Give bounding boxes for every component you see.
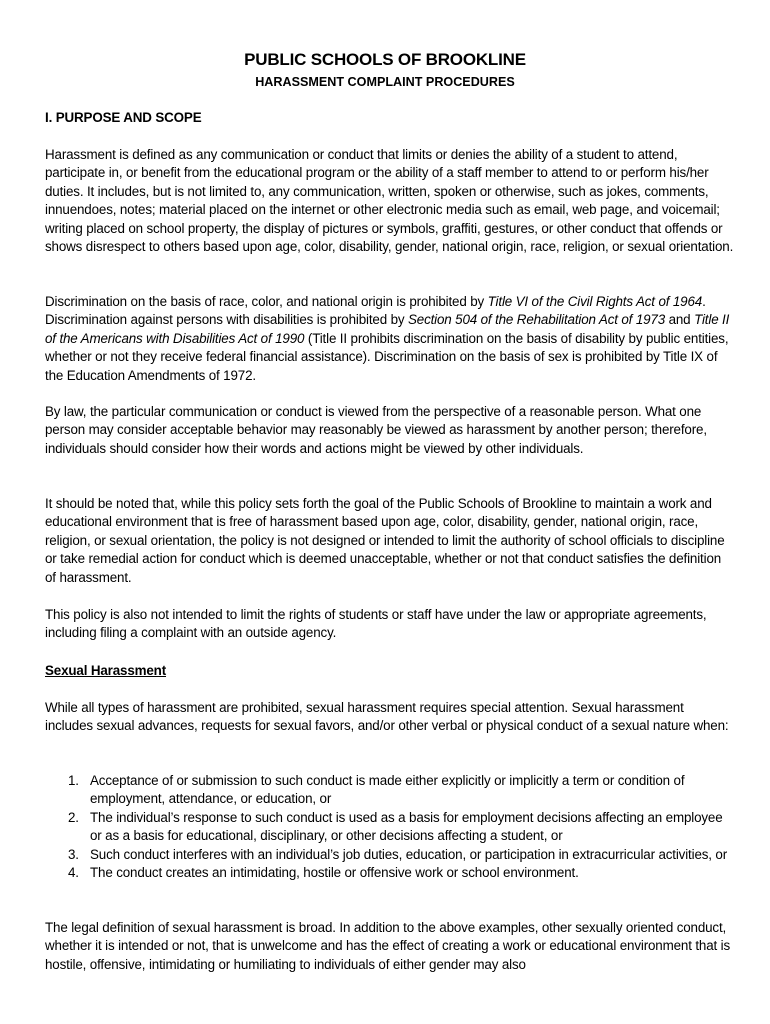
paragraph-harassment-definition: Harassment is defined as any communication or conduct that limits or denies the ability of a student to attend, participate in, or benefit from the educational program or the ability of a staff member to attend to or perform his/her duties. It includes, but is not limited to, any communication, written, spoken or otherwise, such as jokes, comments, innuendoes, notes; material placed on the internet or other electronic media such as email, web page, and voicemail; writing placed on school property, the display of pictures or symbols, graffiti, gestures, or other conduct that offends or shows disrespect to others based upon age, color, disability, gender, national origin, race, religion, or sexual orientation. [45,147,734,255]
law-title-civil-rights-act: Title VI of the Civil Rights Act of 1964 [487,294,703,309]
section-heading-sexual-harassment: Sexual Harassment [45,663,167,678]
list-item-number: 3. [68,846,79,862]
section-heading-purpose-scope: I. PURPOSE AND SCOPE [45,110,202,125]
document-title: PUBLIC SCHOOLS OF BROOKLINE [244,50,526,69]
law-title-ada: Title II of the Americans with Disabilities Act of 1990 [45,312,730,346]
paragraph-sexual-harassment-intro: While all types of harassment are prohibited, sexual harassment requires special attention. Sexual harassment includes sexual advances, requests for sexual favors, and/or other verbal or physical conduct of a sexual nature when: [45,700,729,734]
list-item [45,772,735,809]
list-item [45,846,735,864]
list-item [45,809,735,846]
list-item-number: 4. [68,865,79,881]
paragraph-reasonable-person: By law, the particular communication or conduct is viewed from the perspective of a reasonable person. What one person may consider acceptable behavior may reasonably be viewed as harassment by another person; therefore, individuals should consider how their words and actions might be viewed by other individuals. [45,404,707,456]
list-item-text: Such conduct interferes with an individual’s job duties, education, or participation in extracurricular activities, or [90,846,728,862]
list-item-number: 1. [68,773,79,788]
paragraph-legal-definition: The legal definition of sexual harassment is broad. In addition to the above examples, other sexually oriented conduct, whether it is intended or not, that is unwelcome and has the effect of creating a work or educational environment that is hostile, offensive, intimidating or humiliating to individuals of either gender may also [45,920,731,972]
text-run: (Title II prohibits discrimination on the basis of disability by public entities, whether or not they receive federal financial assistance). Discrimination on the basis of sex is prohibited by Title IX of the Education Amendments of 1972. [45,330,729,383]
law-title-rehabilitation-act: Section 504 of the Rehabilitation Act of 1973 [407,312,666,328]
document-subtitle: HARASSMENT COMPLAINT PROCEDURES [255,75,515,89]
list-item [45,864,735,882]
text-run: and [665,312,695,328]
list-item-number: 2. [68,809,79,825]
text-run: Discrimination on the basis of race, color, and national origin is prohibited by [45,294,488,309]
text-run: . Discrimination against persons with disabilities is prohibited by [45,294,706,328]
paragraph-discrimination-laws [45,293,735,385]
paragraph-policy-goal: It should be noted that, while this policy sets forth the goal of the Public Schools of Brookline to maintain a work and educational environment that is free of harassment based upon age, color, disability, gender, national origin, race, religion, or sexual orientation, the policy is not designed or intended to limit the authority of school officials to discipline or take remedial action for conduct which is deemed unacceptable, whether or not that conduct satisfies the definition of harassment. [45,496,725,585]
list-item-text: The conduct creates an intimidating, hostile or offensive work or school environment. [90,865,579,881]
list-item-text: The individual’s response to such conduct is used as a basis for employment decisions affecting an employee or as a basis for educational, disciplinary, or other decisions affecting a student, or [90,809,723,844]
conditions-list [45,772,735,882]
list-item-text: Acceptance of or submission to such conduct is made either explicitly or implicitly a term or condition of employment, attendance, or education, or [90,773,685,807]
paragraph-rights-not-limited: This policy is also not intended to limit the rights of students or staff have under the law or appropriate agreements, including filing a complaint with an outside agency. [45,607,707,641]
